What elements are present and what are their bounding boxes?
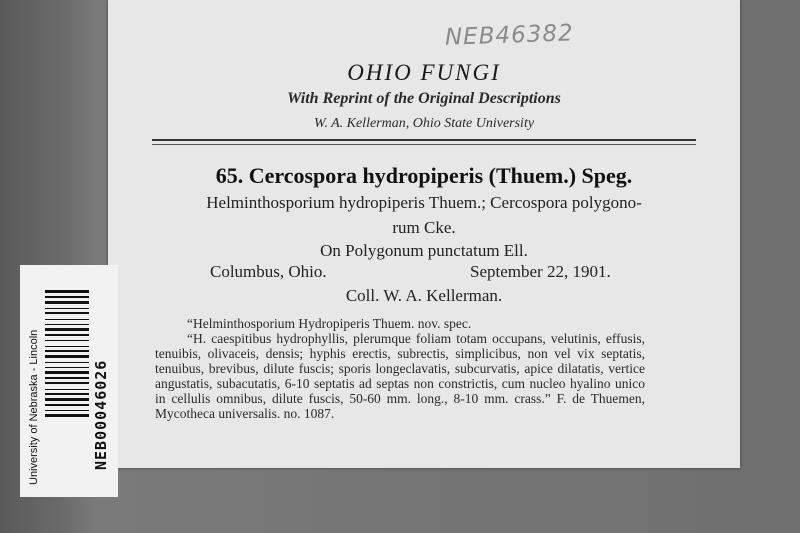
label-subtitle: With Reprint of the Original Descriptions — [287, 90, 561, 107]
barcode-bar — [45, 290, 89, 293]
barcode-bar — [45, 328, 89, 331]
barcode-id: NEB00046026 — [92, 359, 110, 470]
barcode-bar — [45, 371, 89, 374]
barcode-bar — [45, 340, 89, 341]
species-name: 65. Cercospora hydropiperis (Thuem.) Speg. — [215, 163, 633, 188]
label-title: OHIO FUNGI — [347, 60, 501, 85]
description-body: “H. caespitibus hydrophyllis, plerumque foliam totam occupans, velutinis, effusis, tenuibis, olivaceis, densis; hyphis erectis, subrectis, simplicibus, non vel vix septatis, tenuibus, brevibus, dilute fuscis; sporis longeclavatis, subcurvatis, apice dilatatis, vertice angustatis, subacutatis, 6-10 septatis ad septas non constrictis, cum nucleo hyalino unico in cellulis omnibus, dilute fuscis, 50-60 mm. long., 8-10 mm. crass.” F. de Thuemen, Mycotheca universalis. no. 1087. — [155, 331, 645, 421]
barcode-bar — [45, 324, 89, 325]
barcode-bar — [45, 404, 89, 406]
barcode-bar — [45, 296, 89, 298]
description-heading: “Helminthosporium Hydropiperis Thuem. nov. spec. — [187, 316, 472, 331]
barcode-icon — [45, 290, 89, 480]
collection-date: September 22, 1901. — [470, 262, 611, 281]
barcode-bar — [45, 414, 89, 417]
divider-rule-thin — [152, 144, 696, 145]
barcode-bar — [45, 334, 89, 336]
barcode-bar — [45, 367, 89, 368]
host-plant: On Polygonum punctatum Ell. — [320, 241, 528, 260]
barcode-bar — [45, 355, 89, 358]
collector: Coll. W. A. Kellerman. — [345, 286, 503, 305]
barcode-bar — [45, 398, 89, 401]
barcode-bar — [45, 393, 89, 395]
barcode-bar — [45, 410, 89, 411]
barcode-bar — [45, 382, 89, 384]
barcode-bar — [45, 312, 89, 314]
synonym-line-2: rum Cke. — [392, 218, 456, 237]
collection-locality: Columbus, Ohio. — [210, 262, 327, 281]
barcode-bar — [45, 362, 89, 363]
divider-rule — [152, 139, 696, 141]
barcode-bar — [45, 377, 89, 379]
barcode-institution: University of Nebraska - Lincoln — [28, 329, 40, 485]
synonym-line-1: Helminthosporium hydropiperis Thuem.; Cercospora polygono- — [206, 193, 642, 212]
barcode-bar — [45, 389, 89, 390]
handwritten-accession: NEB46382 — [444, 20, 575, 51]
barcode-bar — [45, 319, 89, 320]
barcode-bar — [45, 346, 89, 347]
original-description — [155, 316, 645, 421]
label-author: W. A. Kellerman, Ohio State University — [313, 116, 535, 131]
barcode-bar — [45, 301, 89, 304]
barcode-bar — [45, 350, 89, 352]
barcode-bar — [45, 308, 89, 309]
